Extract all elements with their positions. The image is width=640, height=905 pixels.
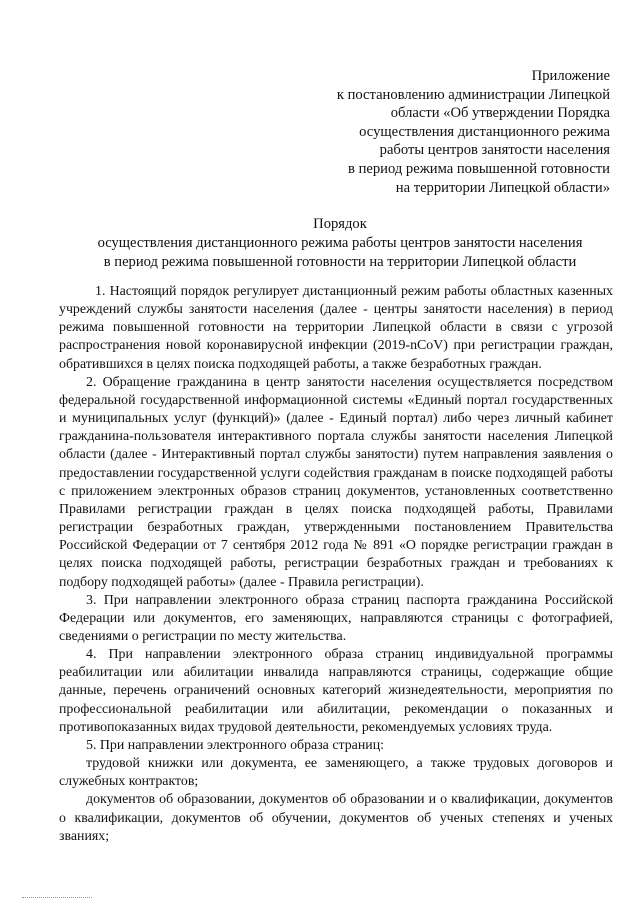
document-title: Порядок (313, 216, 367, 232)
paragraph-5: 5. При направлении электронного образа страниц: (86, 737, 384, 753)
paragraph-2: 2. Обращение гражданина в центр занятости населения осуществляется посредством федеральной государственной информационной системы «Единый портал государственных и муниципальных услуг (функций)» (далее - Единый портал) либо через личный кабинет гражданина-пользователя интерактивного портала службы занятости населения Липецкой области (далее - Интерактивный портал службы занятости) путем направления заявления о предоставлении государственной услуги содействия гражданам в поиске подходящей работы с приложением электронных образов страниц документов, установленных соответственно Правилами регистрации граждан в целях поиска подходящей работы, Правилами регистрации безработных граждан, утвержденными постановлением Правительства Российской Федерации от 7 сентября 2012 года № 891 «О порядке регистрации граждан в целях поиска подходящей работы, регистрации безработных граждан и требованиях к подбору подходящей работы» (далее - Правила регистрации). (59, 374, 613, 590)
paragraph-3: 3. При направлении электронного образа страниц паспорта гражданина Российской Федерации или документов, его заменяющих, направляются страницы с фотографией, сведениями о регистрации по месту жительства. (59, 592, 613, 644)
document-body (59, 283, 613, 846)
subtitle-line-2: в период режима повышенной готовности на территории Липецкой области (103, 253, 577, 270)
paragraph-1: 1. Настоящий порядок регулирует дистанционный режим работы областных казенных учреждений службы занятости населения (далее - центры занятости населения) в период режима повышенной готовности на территории Липецкой области в связи с угрозой распространения новой коронавирусной инфекции (2019-nCoV) при регистрации граждан, обратившихся в целях поиска подходящей работы, а также безработных граждан. (59, 284, 613, 372)
document-subtitle (40, 234, 640, 271)
appendix-line: на территории Липецкой области» (395, 179, 610, 196)
page-footer-mark (22, 897, 92, 900)
appendix-line: осуществления дистанционного режима (359, 123, 610, 140)
appendix-line: области «Об утверждении Порядка (390, 105, 610, 122)
subtitle-line-1: осуществления дистанционного режима работы центров занятости населения (97, 235, 583, 251)
appendix-line: Приложение (531, 68, 610, 84)
paragraph-5-item-2: документов об образовании, документов об образовании и о квалификации, документов о квалификации, документов об обучении, документов об ученых степенях и ученых званиях; (59, 792, 613, 844)
paragraph-5-item-1: трудовой книжки или документа, ее заменяющего, а также трудовых договоров и служебных контрактов; (59, 756, 613, 790)
appendix-line: работы центров занятости населения (379, 142, 610, 159)
appendix-line: в период режима повышенной готовности (348, 160, 610, 177)
appendix-block (310, 67, 610, 197)
appendix-line: к постановлению администрации Липецкой (336, 86, 610, 103)
paragraph-4: 4. При направлении электронного образа страниц индивидуальной программы реабилитации или абилитации инвалида направляются страницы, содержащие общие данные, перечень ограничений основных категорий жизнедеятельности, мероприятия по профессиональной реабилитации или абилитации, рекомендации о показанных и противопоказанных видах трудовой деятельности, рекомендуемых условиях труда. (59, 647, 613, 735)
